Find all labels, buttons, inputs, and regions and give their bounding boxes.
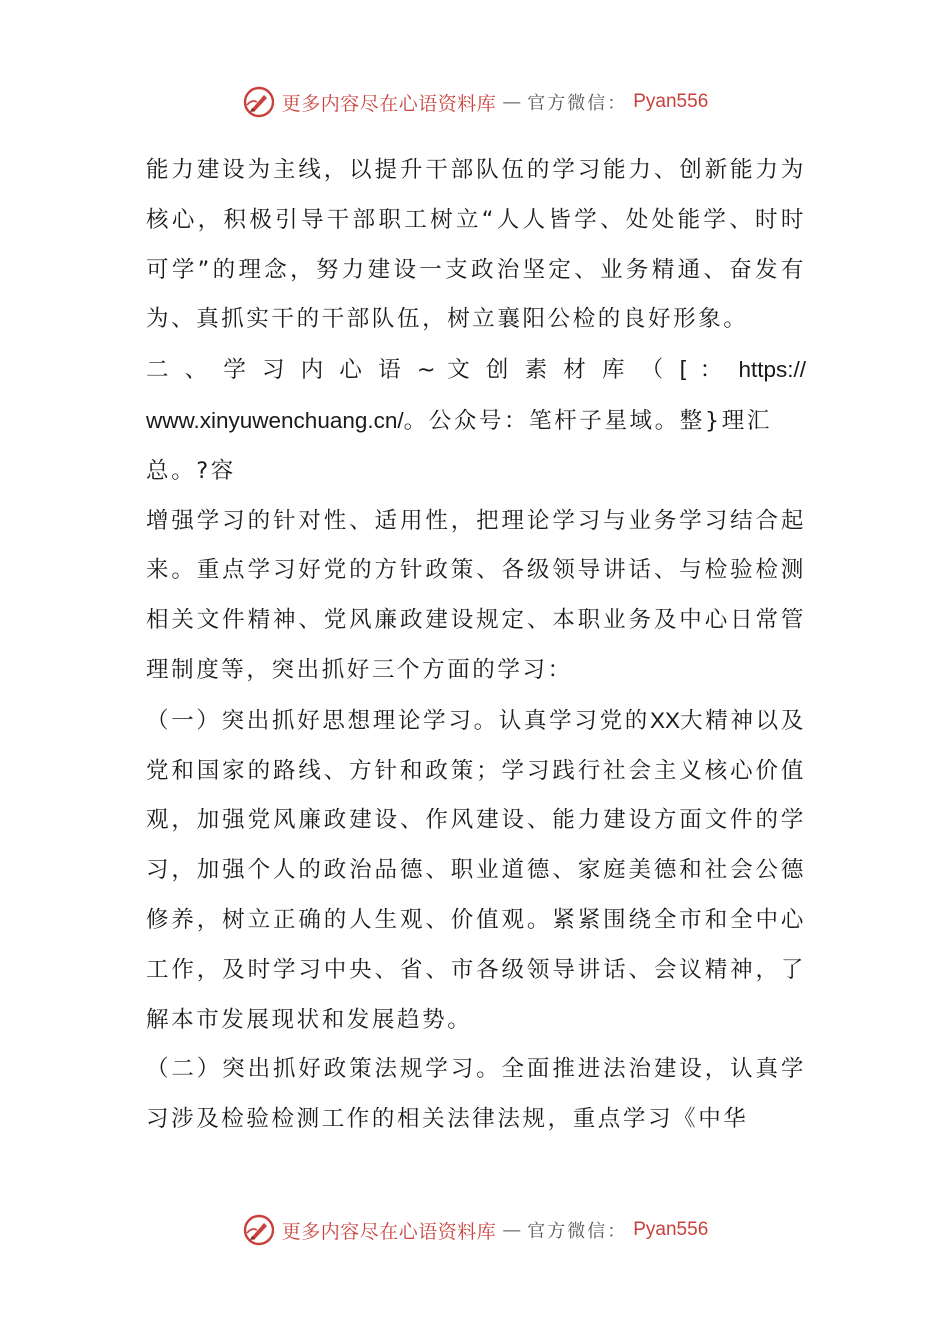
paragraph-learning-focus: 增强学习的针对性、适用性，把理论学习与业务学习结合起来。重点学习好党的方针政策、各级领导讲话、与检验检测相关文件精神、党风廉政建设规定、本职业务及中心日常管理制度等，突出抓好三个方面的学习： — [146, 507, 806, 683]
pen-logo-icon — [242, 85, 276, 119]
paragraph-intro: 能力建设为主线，以提升干部队伍的学习能力、创新能力为核心，积极引导干部职工树立“人人皆学、处处能学、时时可学”的理念，努力建设一支政治坚定、业务精通、奋发有为、真抓实干的干部队伍，树立襄阳公检的良好形象。 — [146, 157, 806, 333]
paragraph-theory-study — [146, 696, 806, 1046]
banner-main-text: 更多内容尽在心语资料库 — [281, 92, 497, 115]
banner-dash: — — [502, 91, 522, 113]
banner-wechat-label: 官方微信： — [527, 1221, 628, 1242]
heading-line-2-rest: 。公众号：笔杆子星域。整}理汇 — [403, 407, 772, 434]
theory-text-b: 大精神以及党和国家的路线、方针和政策；学习践行社会主义核心价值观，加强党风廉政建设、作风建设、能力建设方面文件的学习，加强个人的政治品德、职业道德、家庭美德和社会公德修养，树立正确的人生观、价值观。紧紧围绕全市和全中心工作，及时学习中央、省、市各级领导讲话、会议精神，了解本市发展现状和发展趋势。 — [146, 707, 806, 1033]
section-heading-2 — [146, 345, 806, 496]
heading-line-1 — [146, 345, 806, 396]
heading-url-part1: https:// — [738, 357, 806, 383]
banner-wechat-id: Pyan556 — [633, 1219, 709, 1240]
banner-wechat-label: 官方微信： — [527, 93, 628, 114]
footer-banner — [0, 1210, 950, 1250]
theory-xx: XX — [649, 707, 680, 733]
theory-text-a: （一）突出抓好思想理论学习。认真学习党的 — [146, 707, 650, 734]
header-banner — [0, 82, 950, 122]
heading-url-part2: www.xinyuwenchuang.cn/ — [146, 407, 404, 433]
pen-logo-icon — [242, 1213, 276, 1247]
banner-main-text: 更多内容尽在心语资料库 — [281, 1220, 497, 1243]
document-body — [146, 146, 806, 1145]
heading-line-1-cn: 二 、 学 习 内 心 语 ~ 文 创 素 材 库 （ [ ： — [146, 357, 727, 384]
heading-line-3: 总。?容 — [146, 457, 236, 484]
banner-dash: — — [502, 1219, 522, 1241]
heading-line-2 — [146, 396, 806, 447]
banner-wechat-id: Pyan556 — [633, 91, 709, 112]
paragraph-policy-study: （二）突出抓好政策法规学习。全面推进法治建设，认真学习涉及检验检测工作的相关法律法规，重点学习《中华 — [146, 1056, 806, 1133]
